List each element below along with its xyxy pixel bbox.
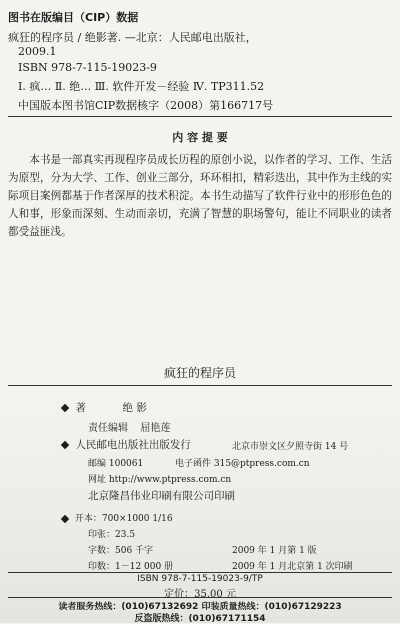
cip-isbn: ISBN 978-7-115-19023-9 (18, 61, 157, 74)
cip-line-2: 2009.1 (18, 45, 57, 58)
colophon-divider-top (8, 385, 392, 386)
colophon-divider-bottom (8, 597, 392, 598)
editor-label: 责任编辑 (88, 423, 128, 434)
website: 网址 http://www.ptpress.com.cn (88, 475, 232, 485)
author-label: 著 (75, 402, 86, 414)
format-line (62, 511, 173, 524)
print-count: 印数：1－12 000 册 (88, 562, 174, 572)
printer: 北京隆昌伟业印刷有限公司印刷 (88, 490, 235, 502)
isbn-code: ISBN 978-7-115-19023-9/TP (137, 574, 263, 584)
email: 电子函件 315@ptpress.com.cn (175, 459, 310, 469)
words: 字数：506 千字 (88, 546, 154, 556)
colophon-divider-mid (8, 572, 392, 573)
publisher-line (62, 437, 191, 452)
cip-line-1: 疯狂的程序员 / 绝影著. —北京：人民邮电出版社， (8, 31, 257, 44)
cip-header: 图书在版编目（CIP）数据 (8, 11, 139, 24)
piracy-hotline: 反盗版热线：(010)67171154 (134, 614, 266, 624)
cip-number: 中国版本图书馆CIP数据核字（2008）第166717号 (18, 99, 274, 112)
editor-name: 屈艳莲 (140, 423, 171, 434)
publisher: 人民邮电出版社出版发行 (75, 439, 191, 451)
edition: 2009 年 1 月第 1 版 (232, 546, 317, 556)
summary-text: 本书是一部真实再现程序员成长历程的原创小说，以作者的学习、工作、生活为原型，分为大学、工作、创业三部分，环环相扣，精彩迭出，其中作为主线的实际项目案例都基于作者深厚的技术积淀。本书生动描写了软件行业中的形形色色的人和事，形象而深刻、生动而亲切，充满了智慧的职场警句，能让不同职业的读者都受益匪浅。 (8, 154, 392, 238)
book-title: 疯狂的程序员 (163, 366, 236, 380)
summary-paragraph (8, 151, 392, 241)
author-line (62, 400, 147, 415)
sheets: 印张：23.5 (88, 530, 136, 540)
bullet-icon (61, 514, 69, 522)
summary-title: 内 容 提 要 (172, 131, 228, 144)
price: 定价：35.00 元 (164, 589, 236, 600)
cip-classification: Ⅰ. 疯… Ⅱ. 绝… Ⅲ. 软件开发－经验 Ⅳ. TP311.52 (18, 80, 265, 93)
cip-divider (8, 116, 392, 117)
postcode: 邮编 100061 (88, 459, 144, 469)
format: 开本：700×1000 1/16 (74, 514, 173, 524)
bullet-icon (61, 441, 69, 449)
author-name: 绝 影 (122, 402, 147, 414)
bullet-icon (61, 404, 69, 412)
publisher-address: 北京市崇文区夕照寺街 14 号 (232, 442, 349, 452)
editor-line (88, 419, 170, 434)
reader-hotline: 读者服务热线：(010)67132692 印装质量热线：(010)67129223 (58, 602, 342, 612)
print-date: 2009 年 1 月北京第 1 次印刷 (232, 562, 353, 572)
